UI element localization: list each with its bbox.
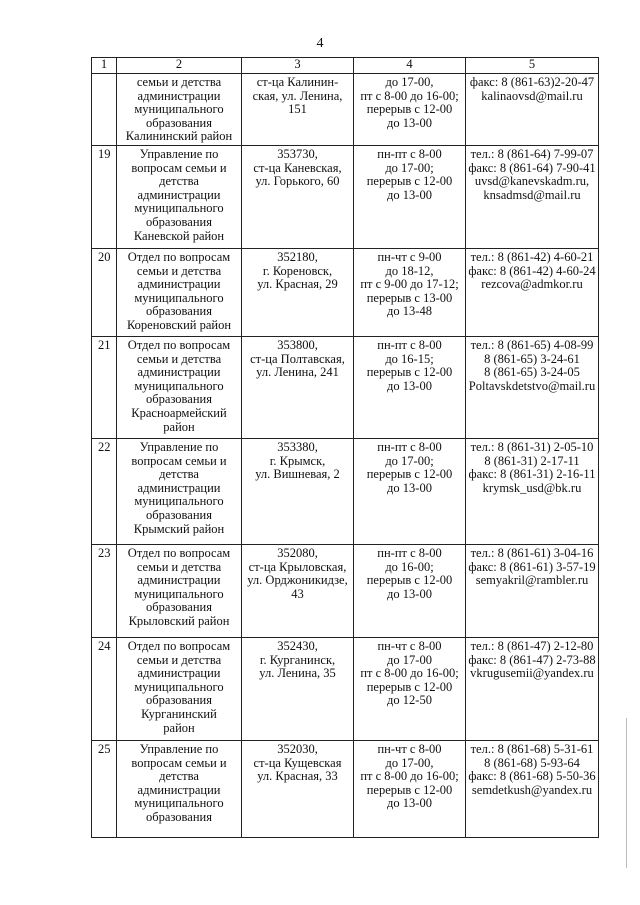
- row-number: [92, 74, 117, 146]
- address-line: ул. Вишневая, 2: [255, 467, 340, 482]
- organization-cell: [117, 145, 242, 248]
- contacts-line: тел.: 8 (861-31) 2-05-10: [470, 439, 594, 454]
- working-hours-line: перерыв с 12-00: [366, 782, 453, 797]
- address-line: 43: [291, 586, 304, 601]
- working-hours-line: пт с 9-00 до 17-12;: [360, 277, 459, 292]
- organization-line: Крыловский район: [128, 613, 230, 628]
- address-cell: [242, 637, 354, 740]
- address-line: ул. Орджоникидзе,: [247, 573, 348, 588]
- address-cell: [242, 740, 354, 837]
- contacts-line: факс: 8 (861-47) 2-73-88: [468, 652, 596, 667]
- address-line: 352030,: [277, 741, 318, 756]
- contacts-cell: [466, 740, 599, 837]
- working-hours-line: до 13-00: [387, 586, 432, 601]
- working-hours-line: пн-пт с 8-00: [377, 439, 442, 454]
- contacts-line: факс: 8 (861-61) 3-57-19: [468, 559, 596, 574]
- row-number: 21: [92, 336, 117, 438]
- address-line: 353730,: [277, 146, 318, 161]
- contacts-line: тел.: 8 (861-64) 7-99-07: [470, 146, 594, 161]
- organization-line: район: [163, 419, 195, 434]
- working-hours-line: до 17-00,: [385, 75, 434, 89]
- table-row: [92, 637, 599, 740]
- organization-line: семьи и детства: [136, 652, 222, 667]
- working-hours-cell: [354, 438, 466, 544]
- address-cell: [242, 74, 354, 146]
- address-cell: [242, 438, 354, 544]
- organization-line: Отдел по вопросам: [127, 249, 231, 264]
- row-number: 19: [92, 145, 117, 248]
- working-hours-line: пн-чт с 9-00: [377, 249, 442, 264]
- organization-line: муниципального: [134, 796, 224, 811]
- contacts-line: тел.: 8 (861-42) 4-60-21: [470, 249, 594, 264]
- working-hours-cell: [354, 336, 466, 438]
- organization-line: Отдел по вопросам: [127, 638, 231, 653]
- organization-line: администрации: [137, 187, 221, 202]
- table-row: [92, 336, 599, 438]
- working-hours-line: до 16-15;: [385, 351, 434, 366]
- working-hours-cell: [354, 740, 466, 837]
- working-hours-line: пт с 8-00 до 16-00;: [360, 88, 459, 103]
- working-hours-line: до 13-00: [387, 480, 432, 495]
- organization-cell: [117, 637, 242, 740]
- contacts-cell: [466, 145, 599, 248]
- table-row: [92, 145, 599, 248]
- address-line: ст-ца Каневская,: [253, 160, 342, 175]
- working-hours-line: до 17-00;: [385, 160, 434, 175]
- organization-cell: [117, 248, 242, 336]
- organization-line: Крымский район: [133, 521, 225, 536]
- column-header: 2: [117, 58, 242, 74]
- organization-line: администрации: [137, 782, 221, 797]
- contacts-line: факс: 8 (861-63)2-20-47: [469, 75, 595, 89]
- address-line: ст-ца Крыловская,: [248, 559, 347, 574]
- contacts-line: semyakril@rambler.ru: [475, 573, 589, 588]
- contacts-line: тел.: 8 (861-65) 4-08-99: [470, 337, 594, 352]
- working-hours-line: пн-пт с 8-00: [377, 337, 442, 352]
- organization-line: Каневской район: [133, 228, 225, 243]
- contacts-cell: [466, 336, 599, 438]
- organization-line: район: [163, 720, 195, 735]
- working-hours-line: пт с 8-00 до 16-00;: [360, 769, 459, 784]
- address-line: ул. Ленина, 241: [256, 365, 339, 380]
- working-hours-line: перерыв с 12-00: [366, 102, 453, 117]
- address-line: 352180,: [277, 249, 318, 264]
- working-hours-line: до 13-00: [387, 378, 432, 393]
- organization-line: муниципального: [134, 494, 224, 509]
- working-hours-line: до 17-00: [387, 652, 432, 667]
- contacts-line: kalinaovsd@mail.ru: [481, 88, 583, 103]
- organization-line: образования: [146, 693, 212, 708]
- table-row: [92, 438, 599, 544]
- organization-line: Кореновский район: [126, 317, 232, 332]
- organization-line: детства: [159, 174, 199, 189]
- working-hours-line: до 18-12,: [385, 263, 434, 278]
- organization-cell: [117, 740, 242, 837]
- working-hours-cell: [354, 145, 466, 248]
- organization-line: семьи и детства: [136, 263, 222, 278]
- organization-line: образования: [146, 507, 212, 522]
- address-cell: [242, 544, 354, 637]
- organization-line: муниципального: [134, 290, 224, 305]
- row-number: 23: [92, 544, 117, 637]
- contacts-line: 8 (861-65) 3-24-05: [484, 365, 580, 380]
- organization-line: муниципального: [134, 201, 224, 216]
- working-hours-line: до 13-00: [387, 187, 432, 202]
- contacts-line: тел.: 8 (861-61) 3-04-16: [470, 545, 594, 560]
- row-number: 22: [92, 438, 117, 544]
- contacts-line: knsadmsd@mail.ru: [483, 187, 581, 202]
- organization-line: муниципального: [134, 378, 224, 393]
- address-line: 352080,: [277, 545, 318, 560]
- row-number: 25: [92, 740, 117, 837]
- working-hours-line: до 13-00: [387, 796, 432, 811]
- contacts-line: факс: 8 (861-64) 7-90-41: [468, 160, 596, 175]
- contacts-cell: [466, 248, 599, 336]
- organization-line: Калининский район: [125, 129, 233, 144]
- table-header-row: [92, 58, 599, 74]
- working-hours-line: до 12-50: [387, 693, 432, 708]
- column-header: 4: [354, 58, 466, 74]
- column-header: 1: [92, 58, 117, 74]
- organization-line: Курганинский: [141, 706, 217, 721]
- working-hours-line: пн-чт с 8-00: [377, 638, 442, 653]
- working-hours-cell: [354, 248, 466, 336]
- organization-line: образования: [146, 392, 212, 407]
- page-number: 4: [316, 36, 324, 51]
- organization-line: образования: [146, 115, 212, 130]
- working-hours-line: перерыв с 12-00: [366, 467, 453, 482]
- organization-line: муниципального: [134, 102, 224, 117]
- working-hours-cell: [354, 74, 466, 146]
- contacts-line: тел.: 8 (861-47) 2-12-80: [470, 638, 594, 653]
- address-line: 353380,: [277, 439, 318, 454]
- address-line: г. Кореновск,: [262, 263, 333, 278]
- organization-line: вопросам семьи и: [131, 160, 227, 175]
- organization-line: Управление по: [139, 741, 219, 756]
- working-hours-line: пт с 8-00 до 16-00;: [360, 666, 459, 681]
- table-row: [92, 248, 599, 336]
- working-hours-line: перерыв с 12-00: [366, 573, 453, 588]
- address-line: 352430,: [277, 638, 318, 653]
- organization-line: администрации: [137, 666, 221, 681]
- working-hours-line: до 16-00;: [385, 559, 434, 574]
- organization-line: администрации: [137, 365, 221, 380]
- organization-cell: [117, 74, 242, 146]
- address-cell: [242, 336, 354, 438]
- organization-line: детства: [159, 467, 199, 482]
- organization-line: вопросам семьи и: [131, 453, 227, 468]
- row-number: 24: [92, 637, 117, 740]
- address-line: ул. Красная, 33: [257, 769, 338, 784]
- contacts-line: тел.: 8 (861-68) 5-31-61: [470, 741, 594, 756]
- address-line: ст-ца Полтавская,: [250, 351, 345, 366]
- address-line: ст-ца Кущевская: [253, 755, 342, 770]
- scan-margin-mark: [626, 718, 627, 868]
- organization-line: семьи и детства: [136, 75, 222, 89]
- organization-cell: [117, 438, 242, 544]
- working-hours-line: перерыв с 12-00: [366, 174, 453, 189]
- working-hours-line: перерыв с 13-00: [366, 290, 453, 305]
- address-line: г. Крымск,: [269, 453, 326, 468]
- address-line: ул. Ленина, 35: [259, 666, 336, 681]
- contacts-cell: [466, 74, 599, 146]
- column-header: 3: [242, 58, 354, 74]
- organization-line: Отдел по вопросам: [127, 337, 231, 352]
- organization-line: муниципального: [134, 586, 224, 601]
- working-hours-line: до 17-00,: [385, 755, 434, 770]
- organization-line: детства: [159, 769, 199, 784]
- working-hours-line: перерыв с 12-00: [366, 679, 453, 694]
- address-line: ст-ца Калинин-: [256, 75, 339, 89]
- table-row: [92, 544, 599, 637]
- organization-cell: [117, 336, 242, 438]
- organization-line: семьи и детства: [136, 351, 222, 366]
- contacts-line: факс: 8 (861-42) 4-60-24: [468, 263, 596, 278]
- address-line: ул. Горького, 60: [255, 174, 340, 189]
- working-hours-cell: [354, 544, 466, 637]
- contacts-line: semdetkush@yandex.ru: [471, 782, 593, 797]
- contacts-line: факс: 8 (861-31) 2-16-11: [468, 467, 596, 482]
- contacts-line: 8 (861-31) 2-17-11: [484, 453, 580, 468]
- working-hours-line: пн-чт с 8-00: [377, 741, 442, 756]
- departments-table: [91, 57, 599, 838]
- contacts-line: uvsd@kanevskadm.ru,: [474, 174, 590, 189]
- contacts-cell: [466, 544, 599, 637]
- contacts-line: krymsk_usd@bk.ru: [482, 480, 582, 495]
- contacts-line: vkrugusemii@yandex.ru: [470, 666, 594, 681]
- address-line: 353800,: [277, 337, 318, 352]
- working-hours-line: до 13-00: [387, 115, 432, 130]
- organization-line: администрации: [137, 480, 221, 495]
- organization-line: администрации: [137, 88, 221, 103]
- contacts-line: 8 (861-68) 5-93-64: [484, 755, 580, 770]
- organization-line: вопросам семьи и: [131, 755, 227, 770]
- working-hours-line: пн-пт с 8-00: [377, 146, 442, 161]
- contacts-line: Poltavskdetstvo@mail.ru: [468, 378, 596, 393]
- contacts-line: 8 (861-65) 3-24-61: [484, 351, 580, 366]
- table-row: [92, 740, 599, 837]
- address-line: ул. Красная, 29: [257, 277, 338, 292]
- organization-line: Управление по: [139, 439, 219, 454]
- working-hours-line: до 17-00;: [385, 453, 434, 468]
- row-number: 20: [92, 248, 117, 336]
- organization-line: Управление по: [139, 146, 219, 161]
- address-line: 151: [288, 102, 307, 117]
- contacts-cell: [466, 438, 599, 544]
- column-header: 5: [466, 58, 599, 74]
- organization-line: образования: [146, 600, 212, 615]
- table-row: [92, 74, 599, 146]
- working-hours-line: пн-пт с 8-00: [377, 545, 442, 560]
- organization-line: администрации: [137, 277, 221, 292]
- address-line: г. Курганинск,: [259, 652, 336, 667]
- address-cell: [242, 145, 354, 248]
- table-body: [92, 74, 599, 838]
- organization-line: образования: [146, 214, 212, 229]
- working-hours-line: перерыв с 12-00: [366, 365, 453, 380]
- organization-cell: [117, 544, 242, 637]
- organization-line: администрации: [137, 573, 221, 588]
- organization-line: муниципального: [134, 679, 224, 694]
- organization-line: Отдел по вопросам: [127, 545, 231, 560]
- working-hours-cell: [354, 637, 466, 740]
- address-cell: [242, 248, 354, 336]
- organization-line: образования: [146, 809, 212, 824]
- contacts-line: rezcova@admkor.ru: [481, 277, 583, 292]
- organization-line: семьи и детства: [136, 559, 222, 574]
- contacts-cell: [466, 637, 599, 740]
- working-hours-line: до 13-48: [387, 304, 432, 319]
- address-line: ская, ул. Ленина,: [252, 88, 343, 103]
- organization-line: Красноармейский: [131, 405, 227, 420]
- contacts-line: факс: 8 (861-68) 5-50-36: [468, 769, 596, 784]
- organization-line: образования: [146, 304, 212, 319]
